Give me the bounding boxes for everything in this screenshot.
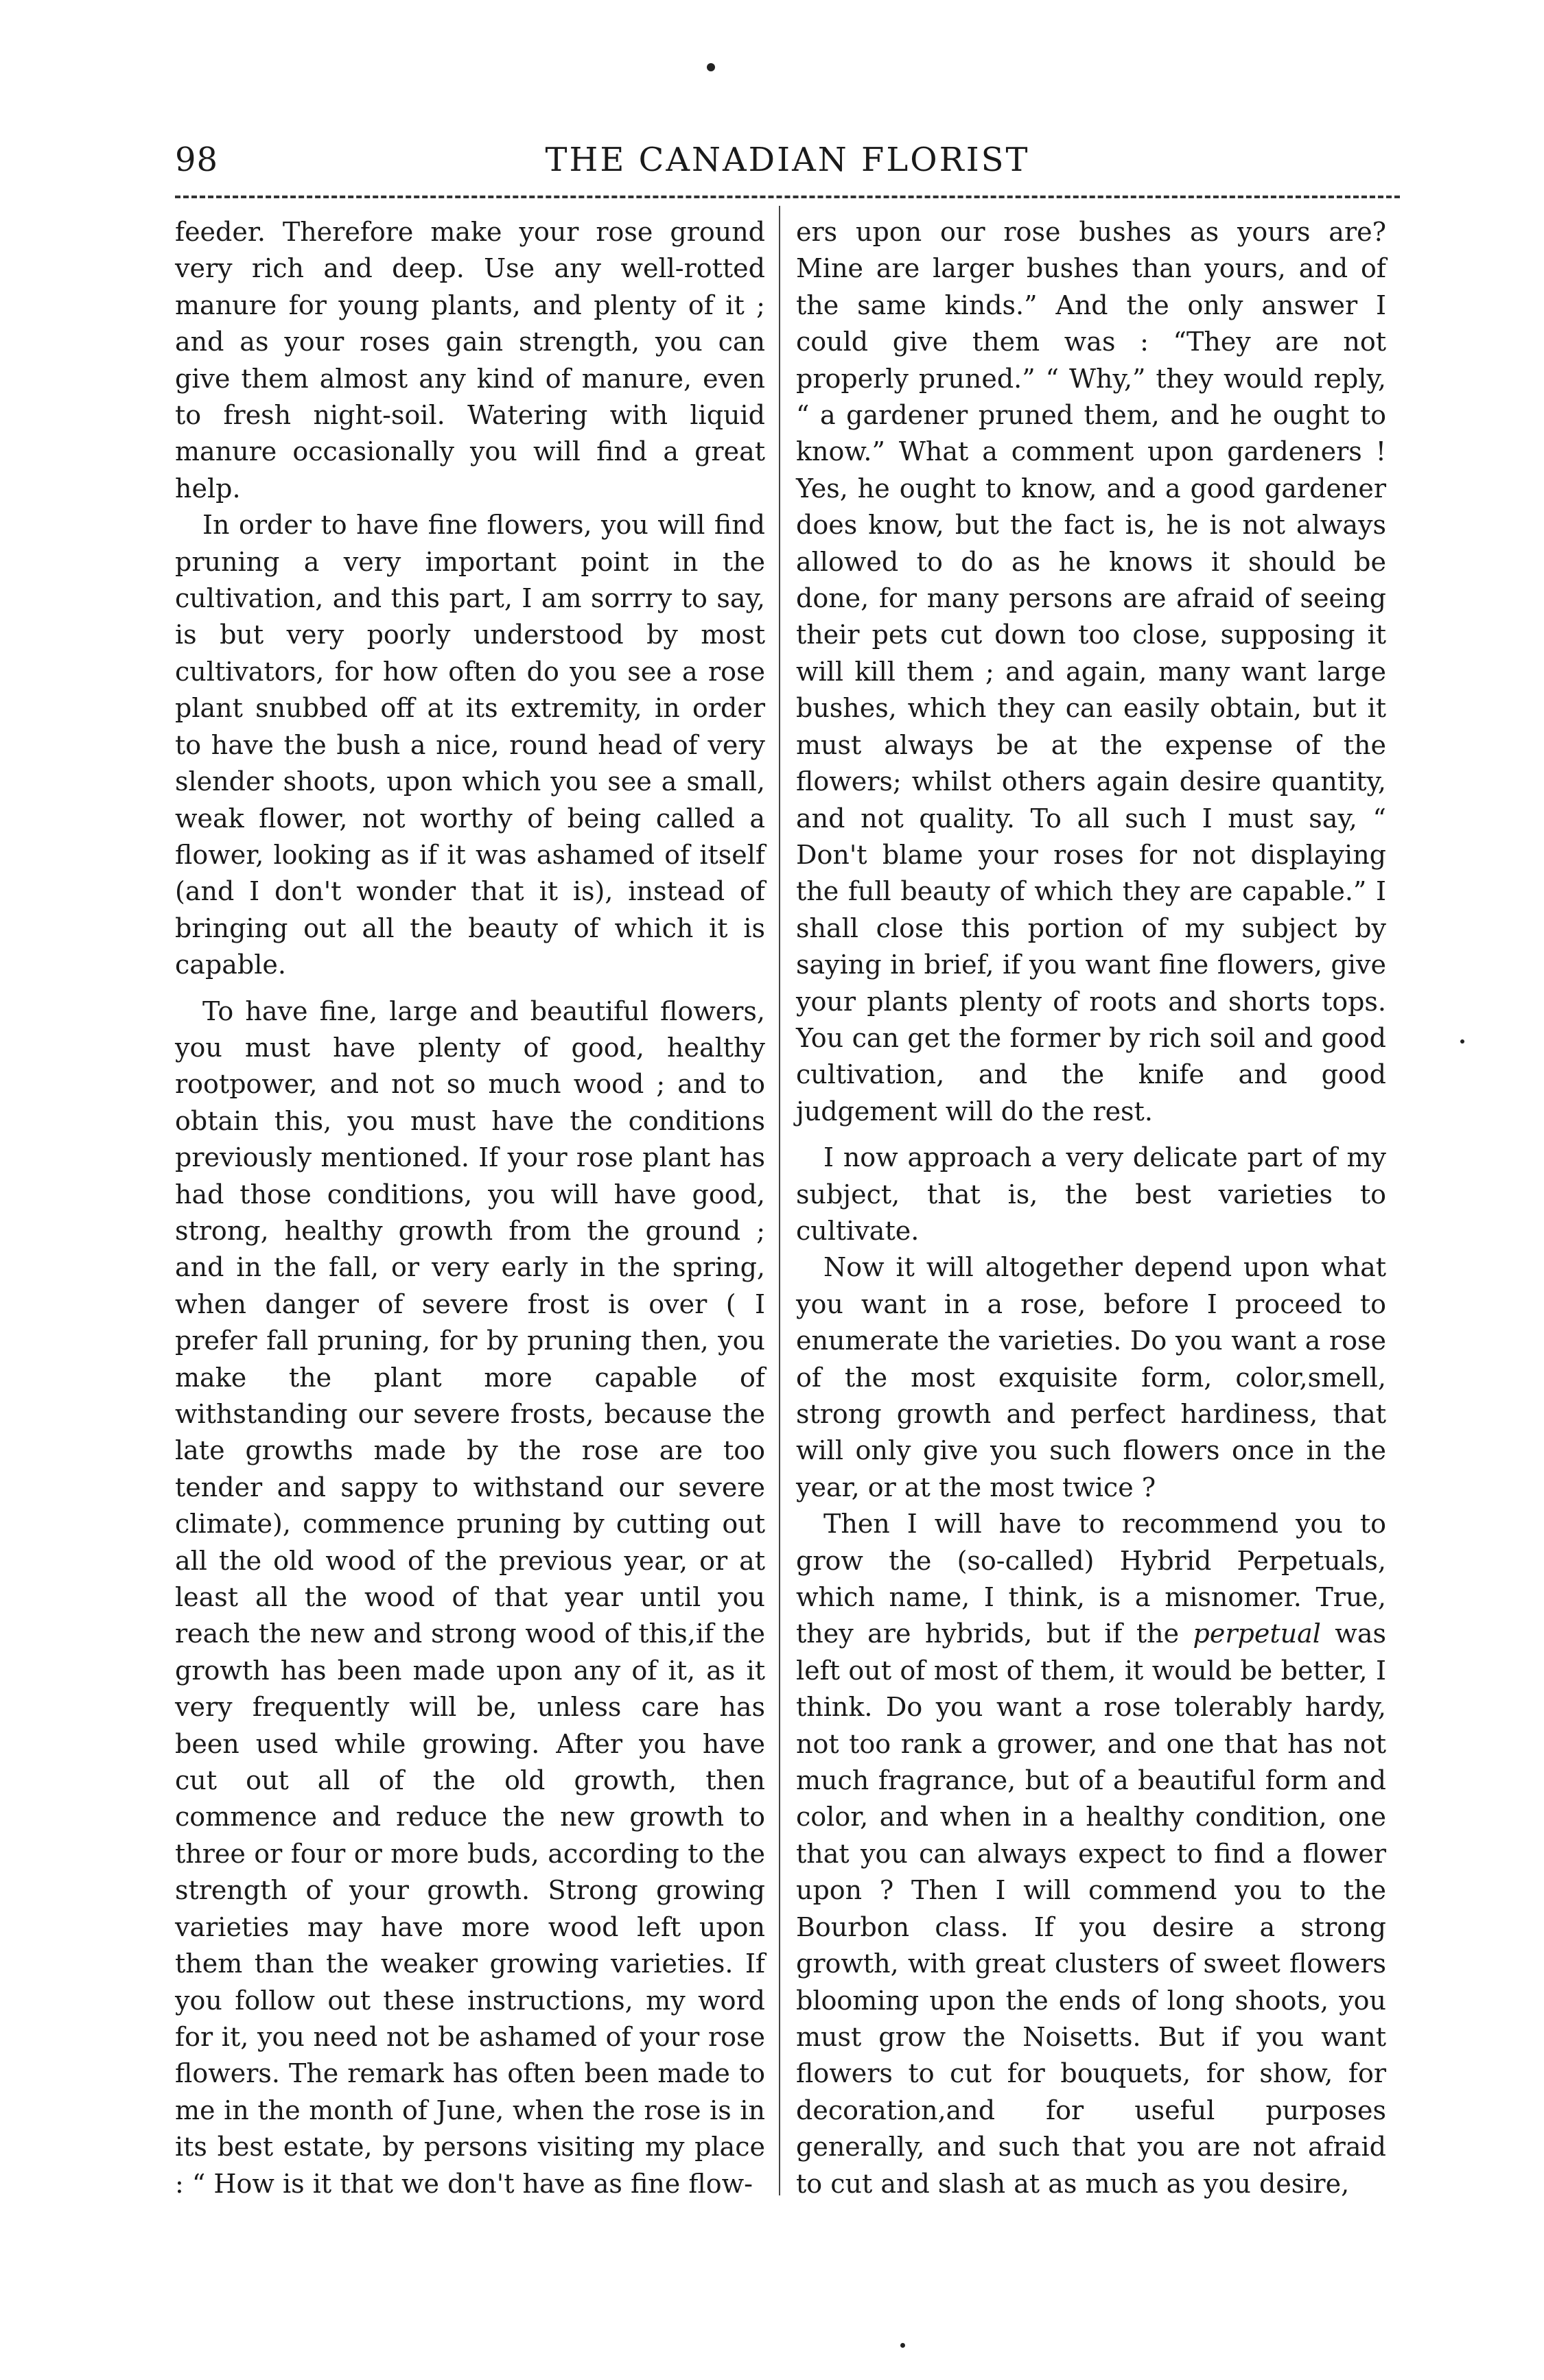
- paragraph: Now it will altogether depend upon what you want in a rose, before I proceed to enumerate the varieties. Do you want a rose of the most exquisite form, color,smell, strong growth and perfect hardiness, that will only give you such flowers once in the year, or at the most twice ?: [796, 1252, 1386, 1503]
- text-run: Then I will have to recommend you to grow the (so-called) Hybrid Perpetuals, which name, I think, is a misnomer. True, they are hybrids, but if the: [796, 1509, 1386, 1649]
- text-run: was left out of most of them, it would be better, I think. Do you want a rose tolerably hardy, not too rank a grower, and one that has not much fragrance, but of a beautiful form and color, and when in a healthy condition, one that you can always expect to find a flower upon ? Then I will commend you to the Bourbon class. If you desire a strong growth, with great clusters of sweet flowers blooming upon the ends of long shoots, you must grow the Noisetts. But if you want flowers to cut for bouquets, for show, for decoration,and for useful purposes generally, and such that you are not afraid to cut and slash at as much as you desire,: [796, 1618, 1386, 2199]
- left-column: [175, 214, 765, 2202]
- running-title: THE CANADIAN FLORIST: [545, 141, 1030, 179]
- ink-speck: [900, 2343, 905, 2348]
- paragraph: ers upon our rose bushes as yours are? Mine are larger bushes than yours, and of the same kinds.” And the only answer I could give them was : “They are not properly pruned.” “ Why,” they would reply, “ a gardener pruned them, and he ought to know.” What a comment upon gardeners ! Yes, he ought to know, and a good gardener does know, but the fact is, he is not always allowed to do as he knows it should be done, for many persons are afraid of seeing their pets cut down too close, supposing it will kill them ; and again, many want large bushes, which they can easily obtain, but it must always be at the expense of the flowers; whilst others again desire quantity, and not quality. To all such I must say, “ Don't blame your roses for not displaying the full beauty of which they are capable.” I shall close this portion of my subject by saying in brief, if you want fine flowers, give your plants plenty of roots and shorts tops. You can get the former by rich soil and good cultivation, and the knife and good judgement will do the rest.: [796, 217, 1386, 1127]
- page-number: 98: [175, 141, 219, 179]
- paragraph: In order to have fine flowers, you will find pruning a very important point in the cultivation, and this part, I am sorrry to say, is but very poorly understood by most cultivators, for how often do you see a rose plant snubbed off at its extremity, in order to have the bush a nice, round head of very slender shoots, upon which you see a small, weak flower, not worthy of being called a flower, looking as if it was ashamed of itself (and I don't wonder that it is), instead of bringing out all the beauty of which it is capable.: [175, 510, 765, 980]
- ink-speck: [707, 63, 715, 71]
- paragraph: To have fine, large and beautiful flowers, you must have plenty of good, healthy rootpower, and not so much wood ; and to obtain this, you must have the conditions previously mentioned. If your rose plant has had those conditions, you will have good, strong, healthy growth from the ground ; and in the fall, or very early in the spring, when danger of severe frost is over ( I prefer fall pruning, for by pruning then, you make the plant more capable of withstanding our severe frosts, because the late growths made by the rose are too tender and sappy to withstand our severe climate), commence pruning by cutting out all the old wood of the previous year, or at least all the wood of that year until you reach the new and strong wood of this,if the growth has been made upon any of it, as it very frequently will be, unless care has been used while growing. After you have cut out all of the old growth, then commence and reduce the new growth to three or four or more buds, according to the strength of your growth. Strong growing varieties may have more wood left upon them than the weaker growing varieties. If you follow out these instructions, my word for it, you need not be ashamed of your rose flowers. The remark has often been made to me in the month of June, when the rose is in its best estate, by persons visiting my place : “ How is it that we don't have as fine flow-: [175, 995, 765, 2199]
- paragraph: [796, 1506, 1386, 2202]
- column-divider: [779, 206, 780, 2195]
- right-column: [796, 214, 1386, 2202]
- paragraph: I now approach a very delicate part of my subject, that is, the best varieties to cultivate.: [796, 1142, 1386, 1246]
- paragraph: feeder. Therefore make your rose ground very rich and deep. Use any well-rotted manure for young plants, and plenty of it ; and as your roses gain strength, you can give them almost any kind of manure, even to fresh night-soil. Watering with liquid manure occasionally you will find a great help.: [175, 217, 765, 504]
- italic-word: perpetual: [1193, 1618, 1321, 1649]
- header-rule: [175, 196, 1400, 198]
- page-header: [175, 141, 1400, 189]
- ink-speck: [1460, 1039, 1464, 1044]
